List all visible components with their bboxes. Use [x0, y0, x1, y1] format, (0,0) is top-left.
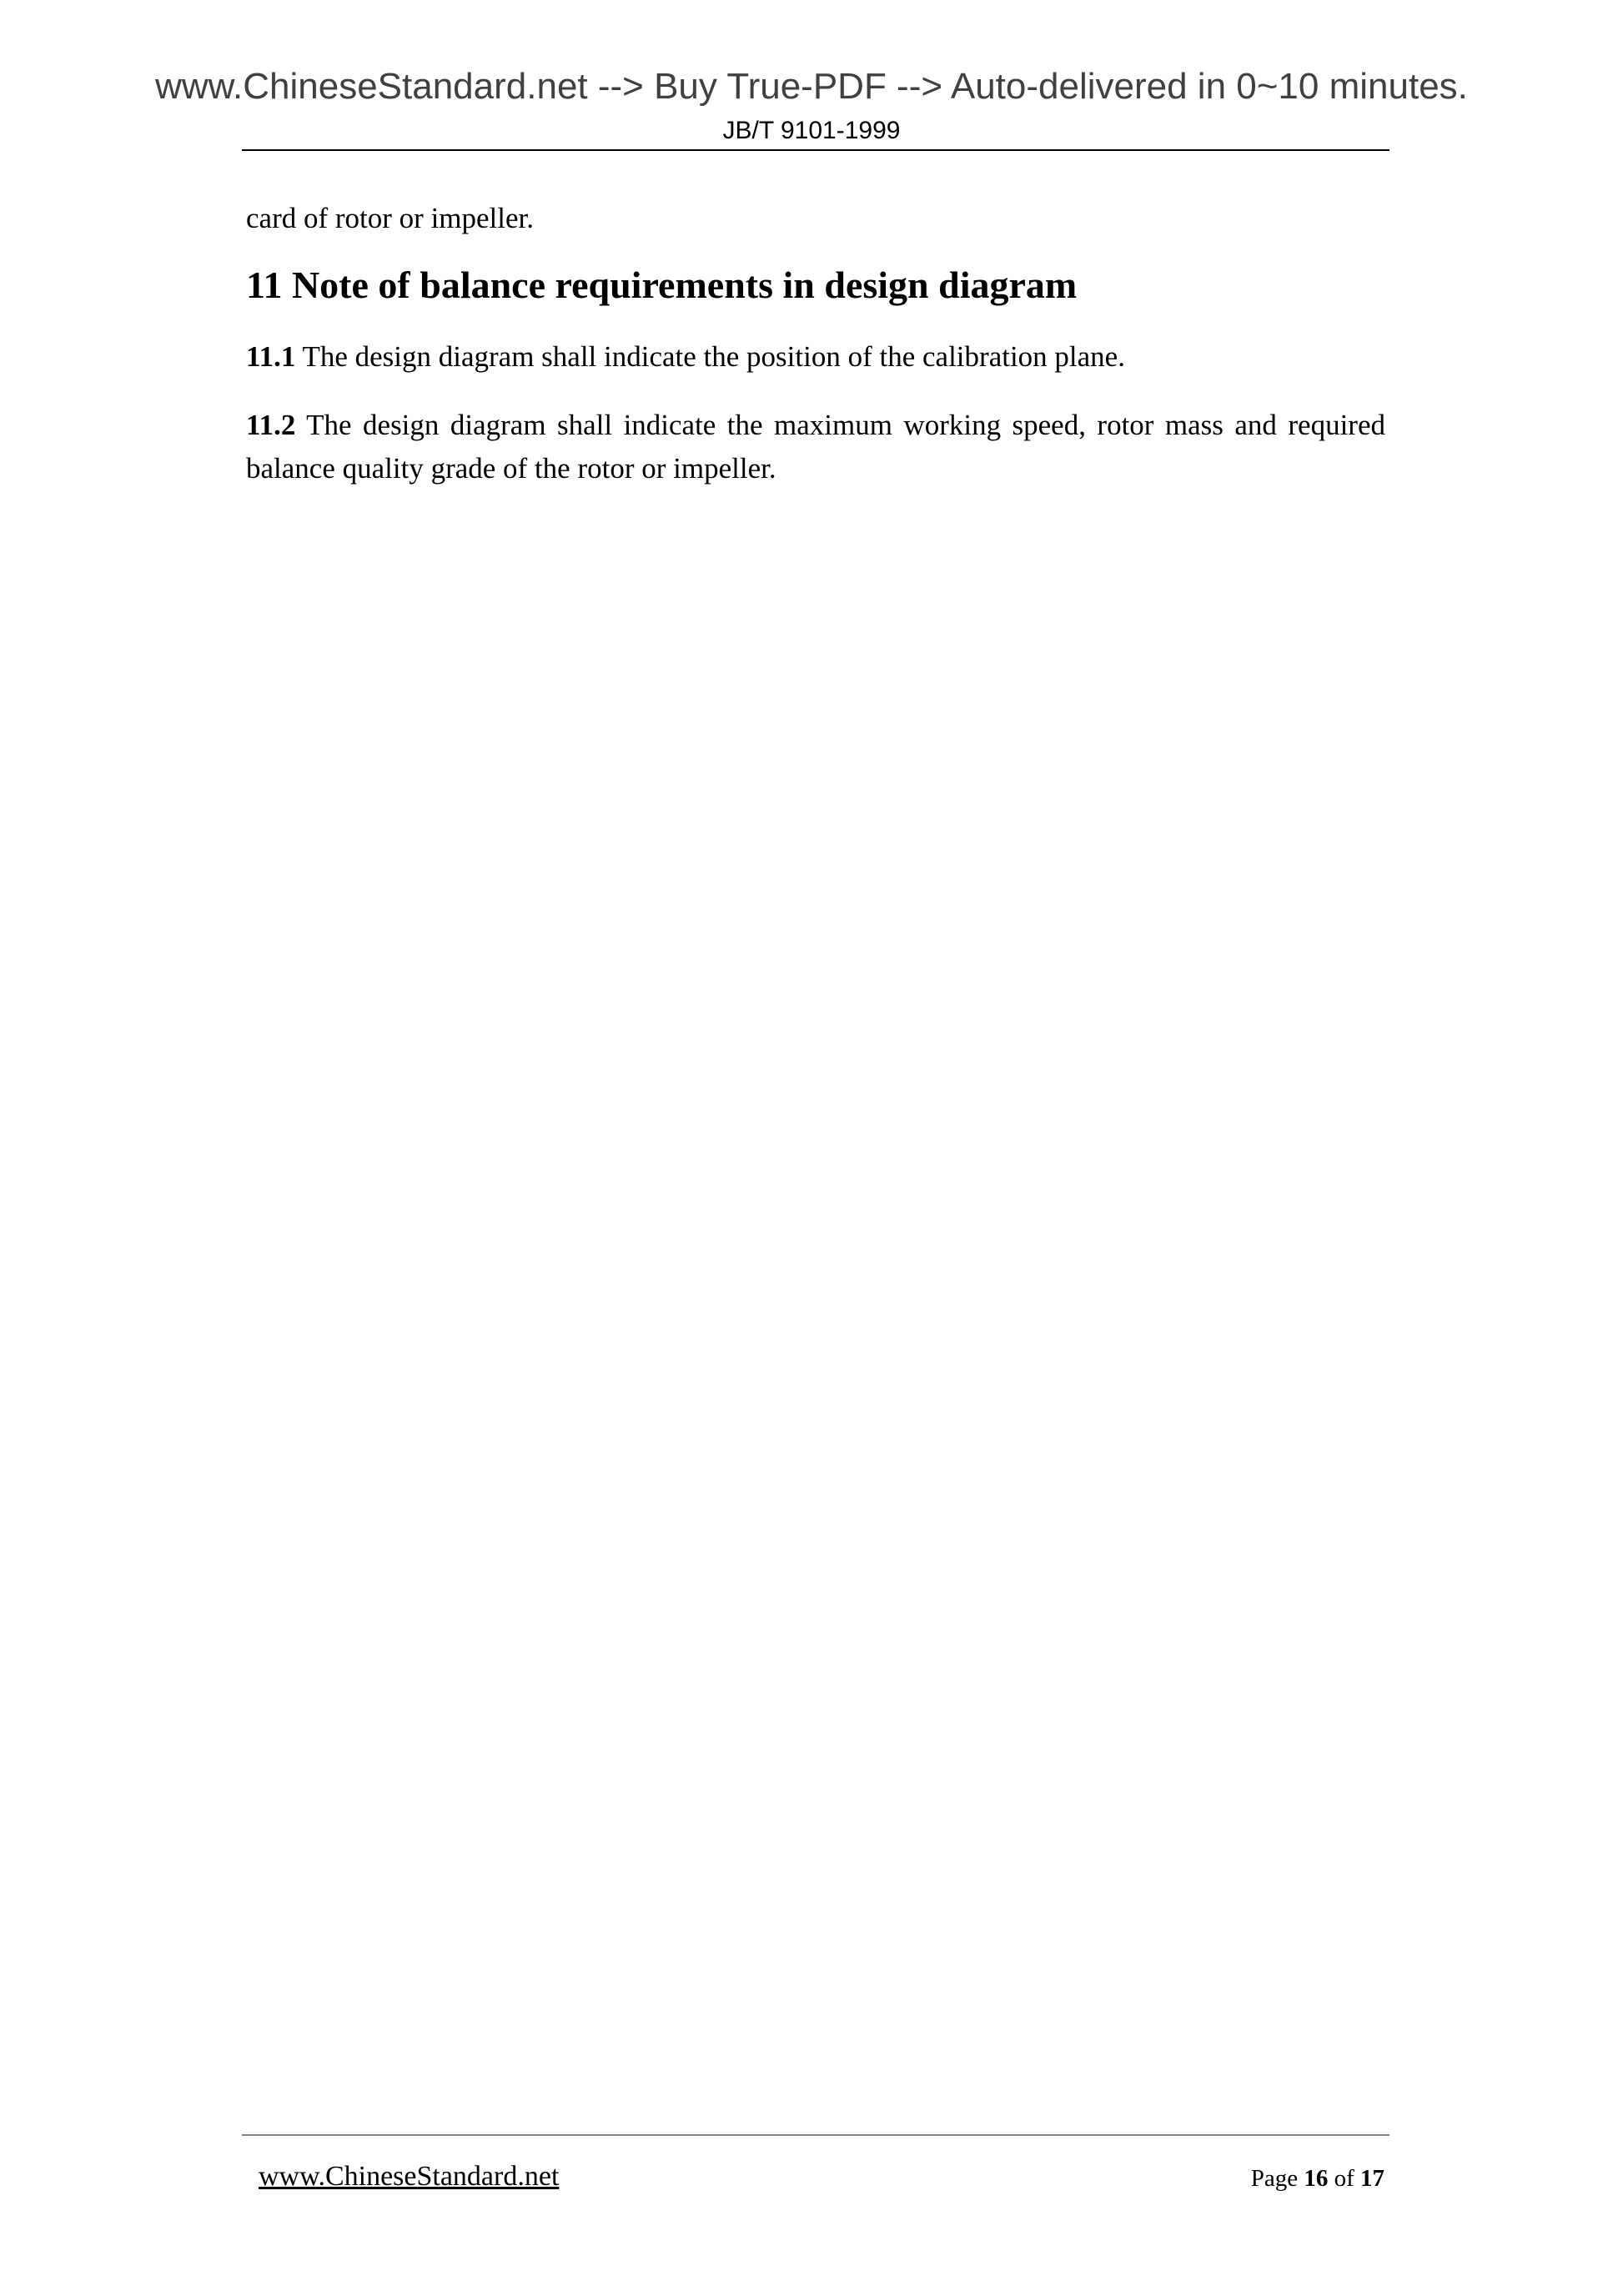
page-total: 17 [1360, 2165, 1384, 2192]
continuation-text: card of rotor or impeller. [246, 202, 535, 234]
clause-number: 11.2 [246, 409, 296, 441]
footer-site-link[interactable]: www.ChineseStandard.net [259, 2161, 560, 2192]
clause-number: 11.1 [246, 340, 296, 373]
section-title: 11 Note of balance requirements in design diagram [246, 264, 1078, 306]
clause-11-1 [246, 335, 1385, 379]
footer-divider [242, 2134, 1389, 2136]
page-of-label: of [1334, 2165, 1354, 2192]
clause-text: The design diagram shall indicate the position of the calibration plane. [302, 340, 1125, 373]
page-label: Page [1250, 2165, 1299, 2192]
clause-text: The design diagram shall indicate the maximum working speed, rotor mass and required balance quality grade of the rotor or impeller. [246, 409, 1385, 485]
page-content [246, 197, 1385, 515]
standard-code: JB/T 9101-1999 [722, 117, 901, 144]
header-banner: www.ChineseStandard.net --> Buy True-PDF --> Auto-delivered in 0~10 minutes. [155, 66, 1468, 107]
page-current: 16 [1304, 2165, 1329, 2192]
header-divider [242, 149, 1389, 151]
page-number [1251, 2162, 1384, 2195]
clause-11-2 [246, 404, 1385, 490]
